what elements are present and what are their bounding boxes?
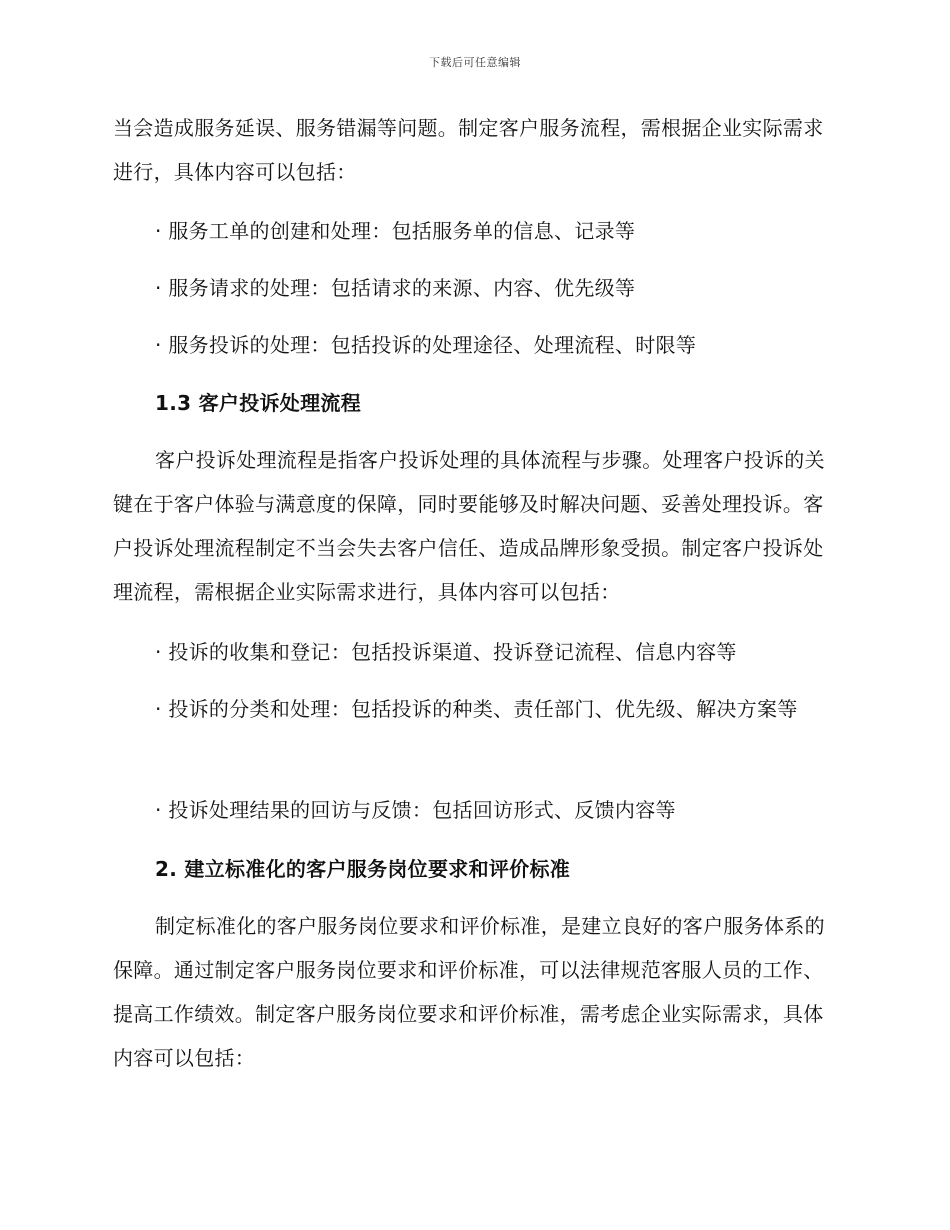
bullet-item: · 服务工单的创建和处理：包括服务单的信息、记录等	[155, 219, 636, 243]
bullet-item: · 投诉的收集和登记：包括投诉渠道、投诉登记流程、信息内容等	[155, 640, 737, 664]
bullet-item: · 投诉的分类和处理：包括投诉的种类、责任部门、优先级、解决方案等	[155, 697, 798, 721]
section-1-3-paragraph: 客户投诉处理流程是指客户投诉处理的具体流程与步骤。处理客户投诉的关键在于客户体验与满意度的保障，同时要能够及时解决问题、妥善处理投诉。客户投诉处理流程制定不当会失去客户信任、造成品牌形象受损。制定客户投诉处理流程，需根据企业实际需求进行，具体内容可以包括：	[113, 448, 825, 604]
section-heading-2: 2. 建立标准化的客户服务岗位要求和评价标准	[155, 857, 571, 881]
bullet-item: · 投诉处理结果的回访与反馈：包括回访形式、反馈内容等	[155, 798, 676, 822]
bullet-item: · 服务投诉的处理：包括投诉的处理途径、处理流程、时限等	[155, 333, 697, 357]
bullet-item: · 服务请求的处理：包括请求的来源、内容、优先级等	[155, 276, 636, 300]
section-heading-1-3: 1.3 客户投诉处理流程	[155, 391, 361, 415]
section-2-paragraph: 制定标准化的客户服务岗位要求和评价标准，是建立良好的客户服务体系的保障。通过制定客户服务岗位要求和评价标准，可以法律规范客服人员的工作、提高工作绩效。制定客户服务岗位要求和评价标准，需考虑企业实际需求，具体内容可以包括：	[113, 914, 825, 1070]
intro-paragraph: 当会造成服务延误、服务错漏等问题。制定客户服务流程，需根据企业实际需求进行，具体内容可以包括：	[113, 116, 824, 184]
page-header: 下载后可任意编辑	[429, 56, 521, 69]
